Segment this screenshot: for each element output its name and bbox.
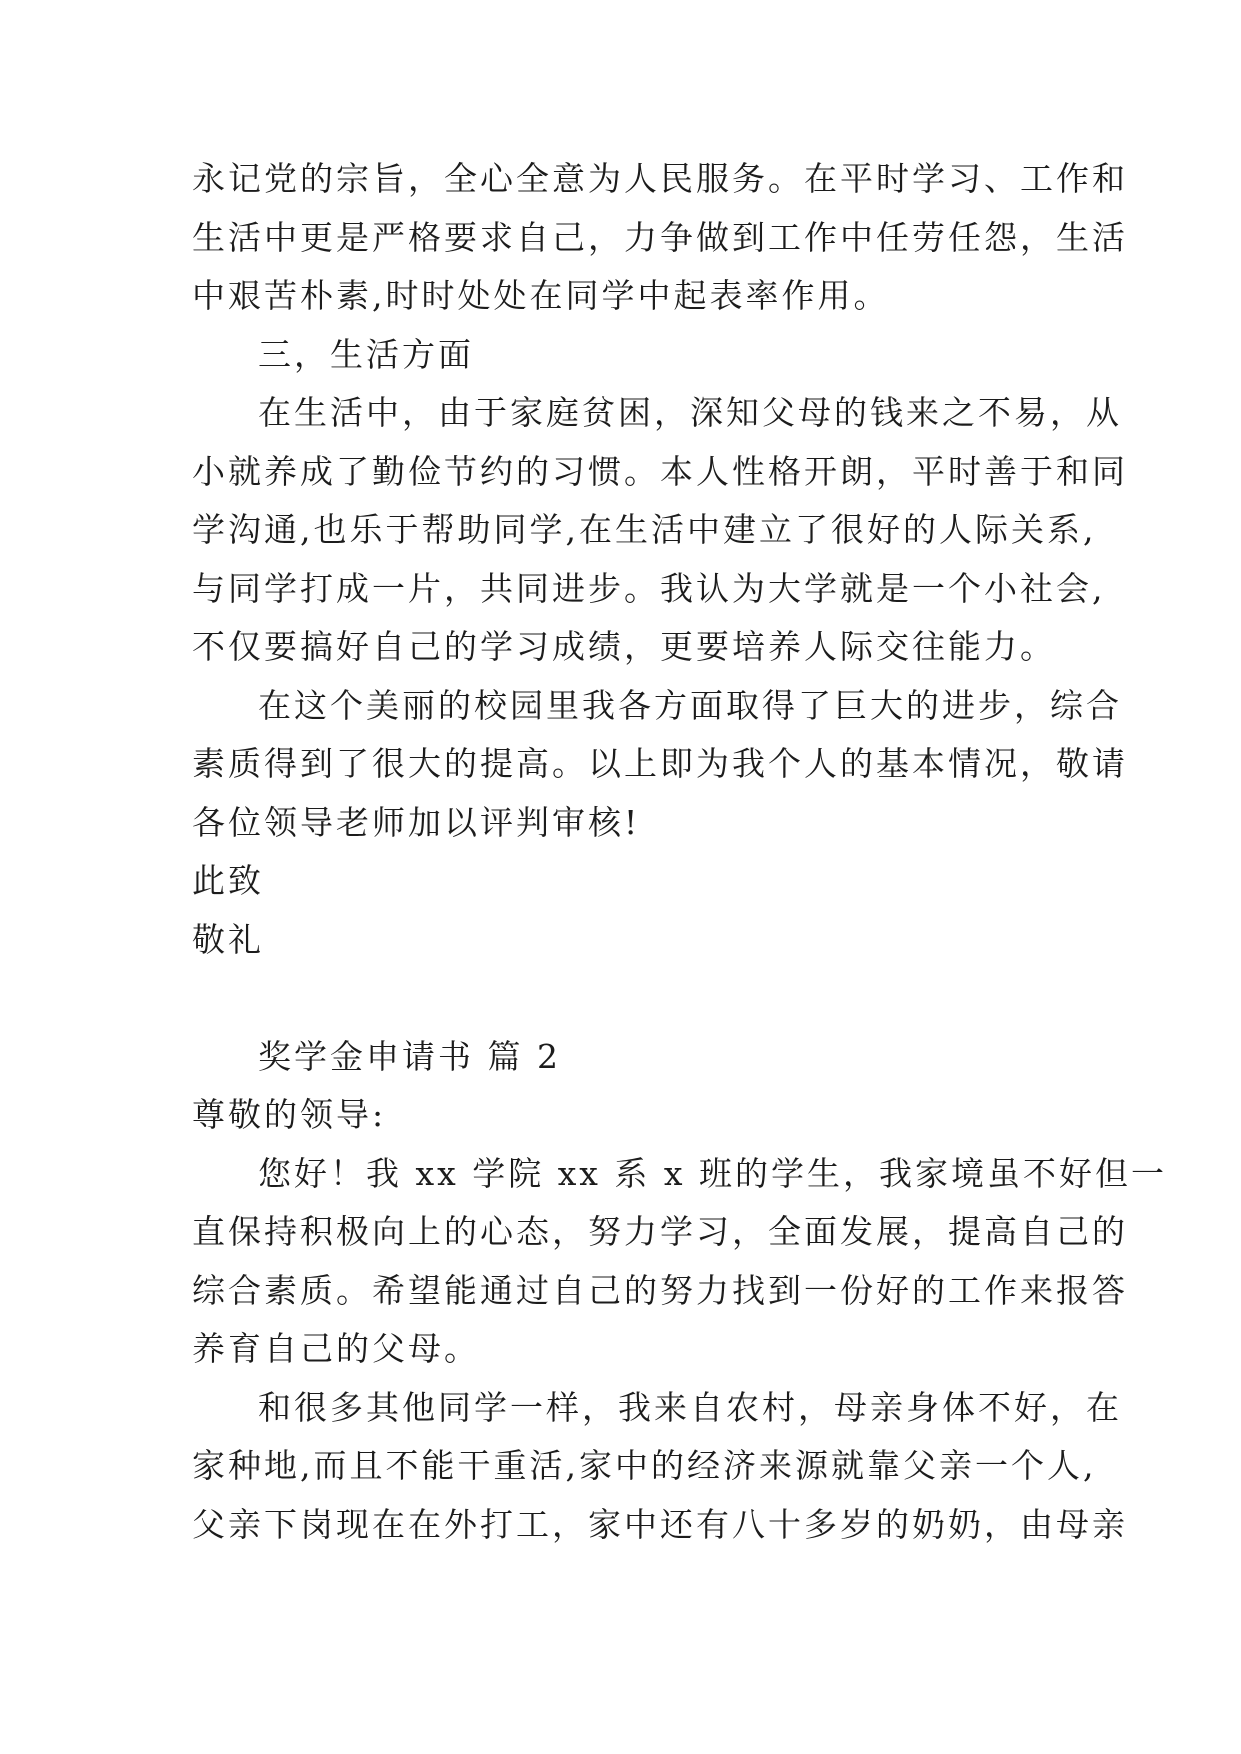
paragraph-line: 家种地,而且不能干重活,家中的经济来源就靠父亲一个人, <box>192 1446 1097 1485</box>
paragraph-line: 素质得到了很大的提高。以上即为我个人的基本情况，敬请 <box>192 744 1128 783</box>
document-body <box>192 150 1167 1554</box>
paragraph-line: 您好！我 xx 学院 xx 系 x 班的学生，我家境虽不好但一 <box>258 1153 1167 1193</box>
paragraph-line: 与同学打成一片，共同进步。我认为大学就是一个小社会, <box>192 568 1106 608</box>
document-title: 奖学金申请书 篇 2 <box>258 1036 561 1076</box>
blank-line <box>192 969 1072 1028</box>
paragraph-line: 父亲下岗现在在外打工，家中还有八十多岁的奶奶，由母亲 <box>192 1504 1128 1544</box>
paragraph-line: 在这个美丽的校园里我各方面取得了巨大的进步，综合 <box>258 685 1122 725</box>
paragraph-line: 学沟通,也乐于帮助同学,在生活中建立了很好的人际关系, <box>192 510 1097 549</box>
paragraph-line: 养育自己的父母。 <box>192 1329 480 1368</box>
paragraph-line: 和很多其他同学一样，我来自农村，母亲身体不好，在 <box>258 1387 1122 1427</box>
closing-line: 此致 <box>192 861 264 900</box>
paragraph-line: 直保持积极向上的心态，努力学习，全面发展，提高自己的 <box>192 1212 1128 1251</box>
paragraph-line: 综合素质。希望能通过自己的努力找到一份好的工作来报答 <box>192 1270 1128 1310</box>
paragraph-line: 在生活中，由于家庭贫困，深知父母的钱来之不易，从 <box>258 393 1122 432</box>
salutation-line: 敬礼 <box>192 919 264 959</box>
paragraph-line: 不仅要搞好自己的学习成绩，更要培养人际交往能力。 <box>192 627 1056 666</box>
paragraph-line: 各位领导老师加以评判审核! <box>192 802 641 842</box>
greeting-line: 尊敬的领导: <box>192 1095 387 1134</box>
paragraph-line: 生活中更是严格要求自己，力争做到工作中任劳任怨，生活 <box>192 217 1128 257</box>
paragraph-line: 中艰苦朴素,时时处处在同学中起表率作用。 <box>192 276 890 315</box>
paragraph-line: 小就养成了勤俭节约的习惯。本人性格开朗，平时善于和同 <box>192 451 1128 491</box>
paragraph-line: 永记党的宗旨，全心全意为人民服务。在平时学习、工作和 <box>192 159 1128 198</box>
section-heading: 三，生活方面 <box>258 334 474 374</box>
